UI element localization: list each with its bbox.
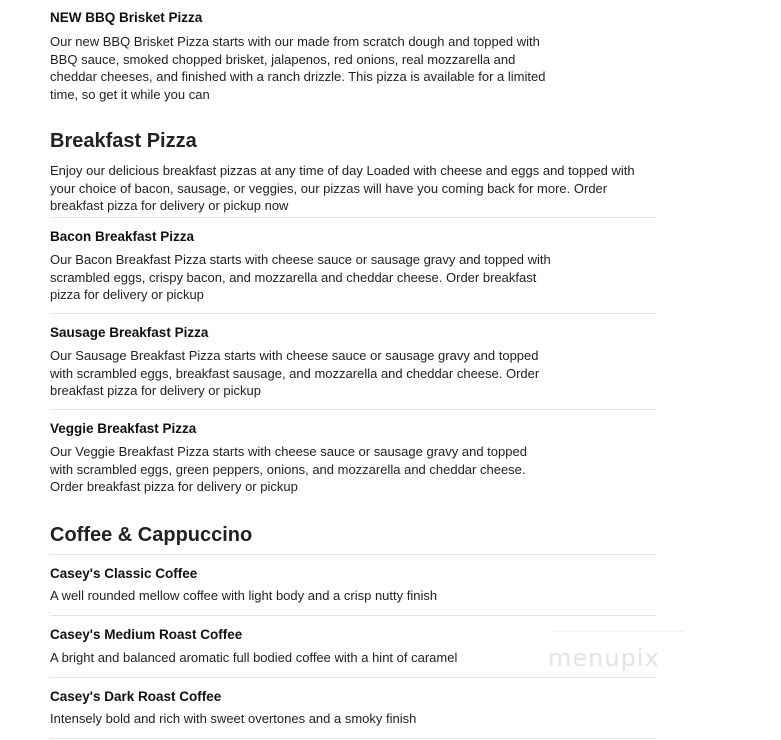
item-description-line: cheddar cheeses, and finished with a ranch drizzle. This pizza is available for a limited bbox=[50, 69, 546, 84]
item-title: Casey's Medium Roast Coffee bbox=[50, 627, 243, 642]
item-description-line: time, so get it while you can bbox=[50, 86, 210, 102]
item-title: Veggie Breakfast Pizza bbox=[50, 421, 197, 436]
menu-item-veggie-breakfast bbox=[50, 421, 527, 496]
item-description-line: Our Bacon Breakfast Pizza starts with cheese sauce or sausage gravy and topped with bbox=[50, 252, 551, 267]
menu-item-dark-roast bbox=[50, 689, 416, 728]
divider bbox=[50, 738, 656, 739]
item-description: Intensely bold and rich with sweet overtones and a smoky finish bbox=[50, 711, 417, 726]
item-description-line: scrambled eggs, crispy bacon, and mozzarella and cheddar cheese. Order breakfast bbox=[50, 269, 537, 285]
section-breakfast-pizza bbox=[50, 130, 656, 215]
item-title: Casey's Classic Coffee bbox=[50, 566, 198, 581]
item-title: Casey's Dark Roast Coffee bbox=[50, 689, 222, 704]
item-title: Sausage Breakfast Pizza bbox=[50, 325, 209, 340]
item-description-line: Our Veggie Breakfast Pizza starts with cheese sauce or sausage gravy and topped bbox=[50, 444, 527, 459]
menupix-watermark: menupix bbox=[548, 644, 660, 672]
menu-item-medium-roast bbox=[50, 627, 457, 667]
menu-item-sausage-breakfast bbox=[50, 325, 539, 400]
section-description-line: Enjoy our delicious breakfast pizzas at any time of day Loaded with cheese and eggs and topped with bbox=[50, 163, 635, 178]
section-title: Breakfast Pizza bbox=[50, 130, 197, 152]
divider bbox=[50, 554, 656, 555]
menu-item-bacon-breakfast bbox=[50, 229, 551, 304]
divider bbox=[50, 217, 656, 218]
item-description: A bright and balanced aromatic full bodied coffee with a hint of caramel bbox=[50, 650, 458, 665]
divider bbox=[50, 615, 656, 616]
item-title: Bacon Breakfast Pizza bbox=[50, 229, 195, 244]
menu-item-classic-coffee bbox=[50, 566, 437, 605]
menu-item-bbq-brisket bbox=[50, 10, 545, 103]
divider bbox=[50, 409, 656, 410]
item-description-line: Our Sausage Breakfast Pizza starts with cheese sauce or sausage gravy and topped bbox=[50, 348, 539, 363]
watermark-rule bbox=[552, 631, 684, 632]
item-description-line: breakfast pizza for delivery or pickup bbox=[50, 383, 261, 398]
item-description-line: pizza for delivery or pickup bbox=[50, 287, 204, 302]
item-description-line: with scrambled eggs, breakfast sausage, and mozzarella and cheddar cheese. Order bbox=[50, 365, 540, 381]
item-description-line: BBQ sauce, smoked chopped brisket, jalapenos, red onions, real mozzarella and bbox=[50, 51, 516, 67]
divider bbox=[50, 313, 656, 314]
section-description-line: your choice of bacon, sausage, or veggies, our pizzas will have you coming back for more. Order bbox=[50, 180, 608, 196]
item-description-line: Our new BBQ Brisket Pizza starts with our made from scratch dough and topped with bbox=[50, 34, 540, 49]
item-description-line: with scrambled eggs, green peppers, onions, and mozzarella and cheddar cheese. bbox=[50, 461, 526, 477]
section-title: Coffee & Cappuccino bbox=[50, 524, 253, 546]
section-description-line: breakfast pizza for delivery or pickup now bbox=[50, 198, 289, 213]
item-title: NEW BBQ Brisket Pizza bbox=[50, 10, 203, 25]
item-description-line: Order breakfast pizza for delivery or pickup bbox=[50, 479, 298, 494]
item-description: A well rounded mellow coffee with light body and a crisp nutty finish bbox=[50, 588, 438, 603]
divider bbox=[50, 677, 656, 678]
